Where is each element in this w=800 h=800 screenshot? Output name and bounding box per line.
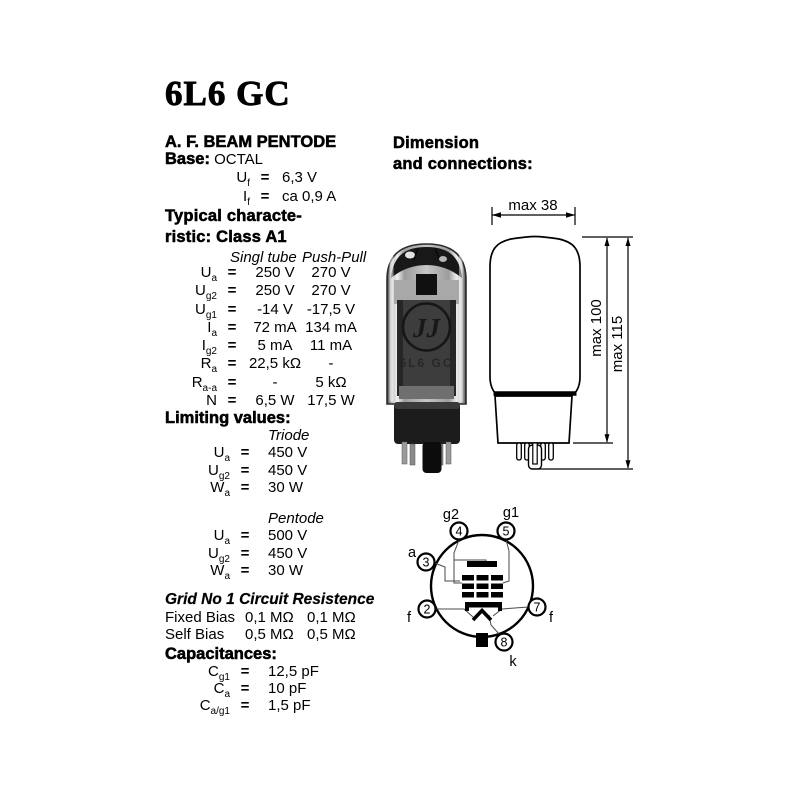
table-row bbox=[165, 609, 415, 626]
pin-number: 3 bbox=[422, 555, 430, 570]
symbol: $U_{g1}$ bbox=[195, 300, 217, 321]
equals: = bbox=[227, 373, 237, 391]
equals: = bbox=[240, 663, 250, 680]
table-row bbox=[165, 282, 405, 303]
heater-ratings bbox=[165, 168, 405, 206]
equals: = bbox=[240, 527, 250, 544]
pin-label: g1 bbox=[502, 505, 520, 521]
pinout-diagram bbox=[398, 503, 628, 693]
pin-number: 8 bbox=[500, 635, 508, 650]
capacitances-heading: Capacitances: bbox=[165, 645, 277, 663]
equals: = bbox=[240, 696, 250, 714]
table-row bbox=[165, 626, 415, 643]
plate-edge bbox=[397, 300, 403, 396]
pin-label: f bbox=[548, 610, 554, 626]
value: 500 V bbox=[268, 527, 308, 544]
bottom-mica bbox=[399, 386, 454, 399]
equals: = bbox=[227, 300, 237, 318]
pin-label: k bbox=[509, 654, 517, 670]
value-pushpull: 270 V bbox=[311, 282, 351, 300]
pentode-label: Pentode bbox=[268, 510, 324, 527]
value-pushpull: 0,1 MΩ bbox=[307, 609, 356, 626]
equals: = bbox=[240, 562, 250, 579]
glass-highlight bbox=[459, 250, 463, 402]
value-pushpull: -17,5 V bbox=[306, 300, 356, 318]
arrow-icon bbox=[626, 238, 631, 247]
symbol: $W_a$ bbox=[210, 562, 230, 582]
value: 10 pF bbox=[268, 679, 307, 697]
symbol: $W_a$ bbox=[210, 479, 230, 499]
value-pushpull: 11 mA bbox=[309, 337, 353, 355]
value-pushpull: 134 mA bbox=[305, 318, 357, 336]
pin bbox=[410, 444, 415, 465]
column-header-pushpull: Push-Pull bbox=[302, 249, 367, 266]
bias-label: Self Bias bbox=[165, 626, 225, 643]
equals: = bbox=[227, 337, 237, 355]
symbol: $C_a$ bbox=[213, 679, 230, 700]
bulb-outline bbox=[490, 237, 580, 394]
value-single: 0,5 MΩ bbox=[245, 626, 294, 643]
symbol: $I_{g2}$ bbox=[201, 337, 217, 358]
tube-photo bbox=[373, 236, 495, 482]
pentode-table bbox=[165, 527, 405, 580]
equals: = bbox=[240, 479, 250, 496]
table-row bbox=[165, 527, 405, 545]
symbol: $R_{a-a}$ bbox=[191, 373, 217, 394]
dim-bulb-height-label: max 100 bbox=[588, 299, 605, 357]
symbol: $U_{g2}$ bbox=[208, 461, 230, 482]
symbol: $U_a$ bbox=[200, 264, 217, 284]
value-pushpull: - bbox=[328, 355, 334, 373]
pin-label: f bbox=[406, 610, 412, 626]
table-row bbox=[165, 479, 405, 497]
value-single: 250 V bbox=[255, 264, 295, 281]
equals: = bbox=[260, 169, 270, 186]
equals: = bbox=[240, 679, 250, 697]
equals: = bbox=[240, 444, 250, 461]
triode-table bbox=[165, 444, 405, 497]
table-row bbox=[165, 319, 405, 337]
equals: = bbox=[227, 282, 237, 300]
symbol: $U_f$ bbox=[236, 169, 250, 189]
value-pushpull: 5 kΩ bbox=[315, 373, 347, 391]
value: ca 0,9 A bbox=[282, 188, 337, 205]
triode-label-row bbox=[165, 427, 405, 445]
value-pushpull: 270 V bbox=[311, 264, 351, 281]
symbol: $R_a$ bbox=[200, 355, 217, 376]
capacitances-table bbox=[165, 663, 405, 717]
value-single: 0,1 MΩ bbox=[245, 609, 294, 626]
table-row bbox=[165, 337, 405, 358]
pin-outline bbox=[549, 443, 554, 460]
value-single: -14 V bbox=[257, 300, 293, 318]
value-single: 72 mA bbox=[253, 318, 297, 336]
plate-edge bbox=[450, 300, 456, 396]
value-pushpull: 17,5 W bbox=[307, 392, 355, 410]
equals: = bbox=[227, 392, 237, 410]
equals: = bbox=[260, 188, 270, 205]
typical-table bbox=[165, 264, 405, 410]
table-row bbox=[165, 681, 405, 698]
dimensions-heading: Dimension and connections: bbox=[393, 134, 533, 173]
table-row bbox=[165, 264, 405, 282]
grid-rows bbox=[462, 575, 503, 598]
value-single: - bbox=[272, 373, 278, 391]
glass-reflection bbox=[405, 252, 415, 259]
value: 30 W bbox=[268, 562, 304, 579]
pin-number: 4 bbox=[455, 524, 463, 539]
dimension-drawing bbox=[480, 195, 660, 485]
table-row bbox=[165, 698, 405, 715]
symbol: $I_a$ bbox=[207, 318, 217, 339]
value-single: 6,5 W bbox=[255, 392, 295, 410]
tube-type-heading: A. F. BEAM PENTODE bbox=[165, 133, 337, 151]
value-single: 22,5 kΩ bbox=[248, 355, 302, 373]
pin-label: g2 bbox=[442, 507, 460, 523]
pin bbox=[446, 442, 451, 464]
symbol: $C_{g1}$ bbox=[208, 663, 230, 683]
table-row bbox=[165, 545, 405, 563]
pin-number: 7 bbox=[533, 600, 541, 615]
symbol: $I_f$ bbox=[243, 188, 250, 208]
value: 450 V bbox=[268, 444, 308, 461]
value: 450 V bbox=[268, 544, 308, 562]
arrow-icon bbox=[566, 212, 575, 217]
value: 12,5 pF bbox=[268, 663, 319, 680]
grid-resistance-heading: Grid No 1 Circuit Resistence bbox=[165, 591, 375, 608]
key-notch bbox=[476, 633, 488, 647]
symbol: $C_{a/g1}$ bbox=[199, 696, 230, 717]
table-row bbox=[165, 168, 405, 187]
symbol: $U_{g2}$ bbox=[195, 282, 217, 303]
pin bbox=[402, 442, 407, 464]
pin-number: 2 bbox=[423, 602, 431, 617]
table-row bbox=[165, 355, 405, 376]
equals: = bbox=[227, 318, 237, 336]
base-value: OCTAL bbox=[214, 151, 264, 168]
base-outline bbox=[495, 396, 572, 443]
table-row bbox=[165, 664, 405, 681]
value: 6,3 V bbox=[282, 169, 318, 186]
brand-logo-text: JJ bbox=[413, 313, 440, 343]
top-cap bbox=[416, 274, 437, 295]
equals: = bbox=[227, 355, 237, 373]
symbol: $U_a$ bbox=[213, 527, 230, 547]
equals: = bbox=[227, 264, 237, 281]
table-row bbox=[165, 187, 405, 206]
symbol: $U_{g2}$ bbox=[208, 544, 230, 565]
anode-bar bbox=[467, 561, 497, 567]
arrow-icon bbox=[492, 212, 501, 217]
table-row bbox=[165, 301, 405, 319]
value: 1,5 pF bbox=[268, 696, 311, 714]
key-spigot bbox=[423, 442, 442, 473]
table-row bbox=[165, 462, 405, 480]
pin-number: 5 bbox=[502, 524, 510, 539]
base-line bbox=[165, 150, 263, 169]
dim-width-label: max 38 bbox=[508, 197, 558, 214]
table-row bbox=[165, 374, 405, 392]
table-row bbox=[165, 562, 405, 580]
arrow-icon bbox=[626, 460, 631, 469]
arrow-icon bbox=[605, 238, 610, 247]
arrow-icon bbox=[605, 434, 610, 443]
equals: = bbox=[240, 461, 250, 479]
glass-reflection bbox=[439, 256, 447, 262]
pin-label: a bbox=[407, 545, 417, 561]
symbol: N bbox=[206, 392, 217, 410]
base-rim bbox=[394, 402, 460, 409]
value-pushpull: 0,5 MΩ bbox=[307, 626, 356, 643]
table-row bbox=[165, 444, 405, 462]
dim-overall-height-label: max 115 bbox=[609, 315, 626, 373]
pin-outline bbox=[517, 443, 522, 460]
grid-resistance-table bbox=[165, 609, 415, 643]
symbol: $U_a$ bbox=[213, 444, 230, 464]
bias-label: Fixed Bias bbox=[165, 609, 236, 626]
table-row bbox=[165, 392, 405, 410]
value: 30 W bbox=[268, 479, 304, 496]
base-label: Base: bbox=[165, 150, 210, 168]
value-single: 250 V bbox=[255, 282, 295, 300]
equals: = bbox=[240, 544, 250, 562]
page-title: 6L6 GC bbox=[165, 74, 291, 113]
typical-heading: Typical characte- ristic: Class A1 bbox=[165, 207, 302, 246]
triode-label: Triode bbox=[268, 427, 310, 444]
column-header-single: Singl tube bbox=[230, 249, 297, 266]
pin-outline bbox=[533, 443, 537, 464]
value-single: 5 mA bbox=[257, 337, 293, 355]
pentode-label-row bbox=[165, 510, 405, 528]
limiting-heading: Limiting values: bbox=[165, 409, 291, 427]
tube-print: 6L6 GC bbox=[399, 356, 454, 370]
glass-highlight bbox=[390, 248, 394, 402]
value: 450 V bbox=[268, 461, 308, 479]
